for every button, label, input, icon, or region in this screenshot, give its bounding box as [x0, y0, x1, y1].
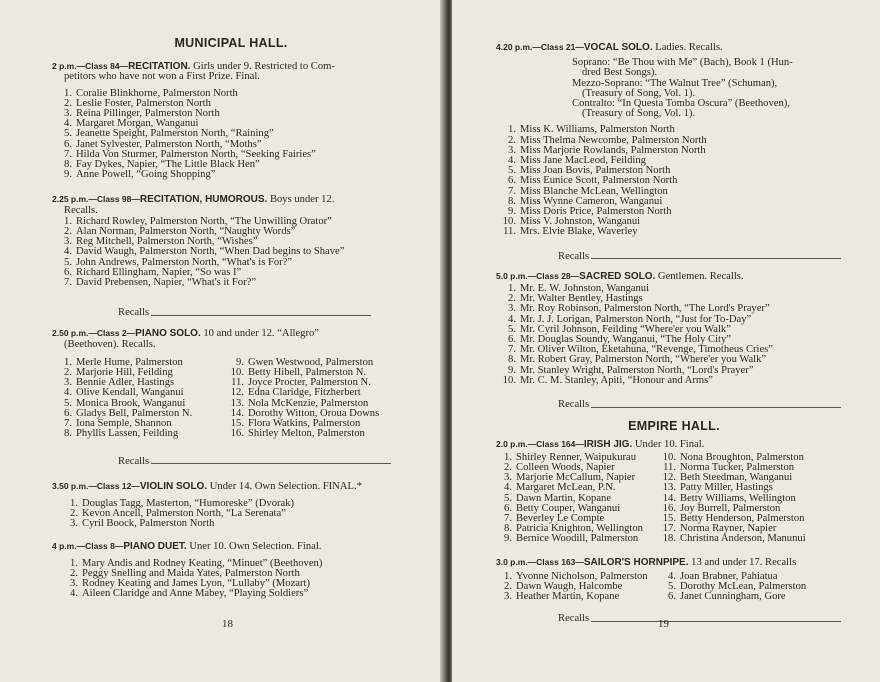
entrant-name: Patty Miller, Hastings [680, 482, 773, 494]
entrant-name: Norma Tucker, Palmerston [680, 461, 795, 473]
entrant-name: Mr. Robert Gray, Palmerston North, “Where'er you Walk” [520, 354, 767, 366]
entrant-name: Reina Pillinger, Palmerston North [76, 108, 220, 120]
entrant-name: Beth Steedman, Wanganui [680, 472, 793, 484]
entrant-name: Gladys Bell, Palmerston N. [76, 407, 193, 419]
entrant-row [228, 429, 379, 439]
entrant-number: 8. [64, 428, 72, 440]
entrant-name: Shirley Melton, Palmerston [248, 428, 365, 440]
entrant-number: 10. [230, 367, 244, 379]
entrant-list [52, 499, 410, 530]
entrant-number: 3. [64, 108, 72, 120]
entrant-name: Edna Claridge, Fitzherbert [248, 387, 361, 399]
hall-title-municipal: MUNICIPAL HALL. [174, 36, 288, 50]
entrant-number: 7. [504, 512, 512, 524]
entrant-name: Miss Thelma Newcombe, Palmerston North [520, 134, 707, 146]
entrant-row [660, 592, 806, 602]
entrant-number: 5. [508, 323, 516, 335]
event-description: petitors who have not won a First Prize. Final. [64, 71, 260, 83]
song-line: Soprano: “Be Thou with Me” (Bach), Book 1 (Hun- [572, 57, 793, 69]
song-line: (Treasury of Song, Vol. 1). [582, 108, 696, 120]
entrant-number: 6. [504, 502, 512, 514]
entrant-number: 16. [230, 428, 244, 440]
event-piano-solo [52, 328, 410, 466]
entrant-number: 9. [504, 533, 512, 545]
entrant-number: 16. [662, 502, 676, 514]
entrant-name: Mr. Douglas Soundy, Wanganui, “The Holy City” [520, 334, 731, 346]
entrant-number: 5. [508, 165, 516, 177]
entrant-row [62, 589, 410, 599]
entrant-name: David Prebensen, Napier, “What's it For?” [76, 277, 257, 289]
entrant-number: 7. [64, 277, 72, 289]
entrant-row [56, 278, 410, 288]
recalls-rule [591, 621, 841, 622]
entrant-name: Betty Williams, Wellington [680, 492, 796, 504]
entrant-name: Beverley Le Compte [516, 512, 605, 524]
entrant-number: 14. [662, 492, 676, 504]
entrant-number: 10. [502, 216, 516, 228]
entrant-number: 7. [64, 148, 72, 160]
entrant-row [660, 534, 806, 544]
event-heading: 4.20 p.m.—Class 21—VOCAL SOLO. Ladies. Recalls. [496, 42, 723, 53]
entrant-number: 4. [508, 313, 516, 325]
entrant-column [228, 358, 379, 440]
entrant-name: Miss Doris Price, Palmerston North [520, 206, 672, 218]
event-sacred-solo [496, 271, 852, 410]
entrant-number: 5. [64, 256, 72, 268]
entrant-name: Miss Eunice Scott, Palmerston North [520, 175, 678, 187]
song-line: (Treasury of Song, Vol. 1). [582, 87, 696, 99]
entrant-number: 5. [64, 128, 72, 140]
entrant-number: 12. [662, 472, 676, 484]
recalls-line: Recalls [52, 308, 410, 318]
entrant-name: Mr. J. J. Lorigan, Palmerston North, “Just for To-Day” [520, 313, 752, 325]
entrant-number: 1. [64, 356, 72, 368]
entrant-name: Jeanette Speight, Palmerston North, “Raining” [76, 128, 274, 140]
entrant-name: Christina Anderson, Manunui [680, 533, 806, 545]
entrant-list [496, 284, 852, 386]
entrant-name: Flora Watkins, Palmerston [248, 418, 361, 430]
entrant-name: Betty Henderson, Palmerston [680, 512, 805, 524]
entrant-number: 1. [70, 557, 78, 569]
entrant-name: Heather Martin, Kopane [516, 591, 620, 603]
entrant-name: Mr. Walter Bentley, Hastings [520, 293, 643, 305]
entrant-columns [496, 572, 852, 603]
entrant-number: 2. [70, 508, 78, 520]
entrant-name: Betty Couper, Wanganui [516, 502, 621, 514]
entrant-number: 13. [230, 397, 244, 409]
entrant-number: 15. [230, 418, 244, 430]
entrant-name: Cyril Boock, Palmerston North [82, 518, 215, 530]
entrant-name: Phyllis Lassen, Feilding [76, 428, 179, 440]
entrant-name: Peggy Snelling and Maida Yates, Palmerston North [82, 567, 300, 579]
entrant-number: 3. [70, 518, 78, 530]
entrant-row [500, 227, 852, 237]
entrant-row [660, 483, 806, 493]
entrant-number: 2. [504, 461, 512, 473]
entrant-number: 7. [508, 344, 516, 356]
recalls-rule [151, 463, 391, 464]
song-line: Mezzo-Soprano: “The Walnut Tree” (Schuman), [572, 77, 778, 89]
event-irish-jig [496, 439, 852, 545]
entrant-number: 1. [64, 215, 72, 227]
entrant-name: Merle Hume, Palmerston [76, 356, 183, 368]
page-right-content [496, 0, 852, 625]
entrant-name: Miss Jane MacLeod, Feilding [520, 155, 646, 167]
song-list [496, 58, 852, 119]
page-number: 18 [222, 618, 233, 630]
entrant-number: 4. [64, 387, 72, 399]
entrant-row [56, 429, 228, 439]
entrant-name: Douglas Tagg, Masterton, “Humoreske” (Dvorak) [82, 497, 295, 509]
song-line: Contralto: “In Questa Tomba Oscura” (Beethoven), [572, 98, 790, 110]
entrant-number: 7. [64, 418, 72, 430]
hall-title-empire: EMPIRE HALL. [628, 419, 720, 434]
entrant-number: 8. [504, 523, 512, 535]
entrant-name: Dawn Martin, Kopane [516, 492, 612, 504]
entrant-number: 3. [504, 591, 512, 603]
entrant-number: 6. [508, 334, 516, 346]
entrant-name: Yvonne Nicholson, Palmerston [516, 570, 648, 582]
entrant-row [496, 592, 660, 602]
event-vocal-solo [496, 42, 852, 262]
entrant-name: Shirley Renner, Waipukurau [516, 451, 637, 463]
entrant-row [496, 534, 660, 544]
entrant-name: Bernice Woodill, Palmerston [516, 533, 639, 545]
entrant-name: Mrs. Elvie Blake, Waverley [520, 226, 638, 238]
recalls-rule [151, 315, 371, 316]
entrant-number: 18. [662, 533, 676, 545]
entrant-column [660, 572, 806, 603]
entrant-number: 11. [503, 226, 516, 238]
entrant-name: Joy Burrell, Palmerston [680, 502, 781, 514]
entrant-name: Nola McKenzie, Palmerston [248, 397, 369, 409]
entrant-name: John Andrews, Palmerston North, “What's is For?” [76, 256, 293, 268]
entrant-number: 8. [508, 354, 516, 366]
entrant-number: 3. [504, 472, 512, 484]
entrant-number: 9. [508, 206, 516, 218]
entrant-name: Richard Ellingham, Napier, “So was I” [76, 266, 242, 278]
entrant-name: Anne Powell, “Going Shopping” [76, 169, 216, 181]
entrant-name: Gwen Westwood, Palmerston [248, 356, 374, 368]
entrant-number: 12. [230, 387, 244, 399]
entrant-name: Joyce Procter, Palmerston N. [248, 377, 371, 389]
entrant-number: 3. [64, 377, 72, 389]
entrant-number: 2. [64, 367, 72, 379]
entrant-name: Iona Semple, Shannon [76, 418, 172, 430]
entrant-name: Olive Kendall, Wanganui [76, 387, 184, 399]
entrant-number: 3. [64, 236, 72, 248]
event-piano-duet [52, 541, 410, 600]
recalls-line: Recalls [496, 400, 852, 410]
entrant-number: 11. [231, 377, 244, 389]
entrant-column [56, 358, 228, 440]
entrant-number: 1. [70, 497, 78, 509]
entrant-number: 6. [508, 175, 516, 187]
entrant-number: 4. [508, 155, 516, 167]
entrant-name: Marjorie McCallum, Napier [516, 472, 636, 484]
entrant-name: Janet Cunningham, Gore [680, 591, 786, 603]
entrant-column [660, 453, 806, 545]
entrant-number: 8. [508, 195, 516, 207]
entrant-column [496, 453, 660, 545]
song-line: dred Best Songs). [582, 67, 658, 79]
entrant-name: Patricia Knighton, Wellington [516, 523, 643, 535]
entrant-name: Miss V. Johnston, Wanganui [520, 216, 641, 228]
entrant-name: Monica Brook, Wanganui [76, 397, 186, 409]
entrant-number: 17. [662, 523, 676, 535]
entrant-name: Mr. E. W. Johnston, Wanganui [520, 283, 650, 295]
entrant-number: 6. [64, 407, 72, 419]
entrant-number: 4. [668, 570, 676, 582]
entrant-number: 2. [64, 97, 72, 109]
event-heading: 5.0 p.m.—Class 28—SACRED SOLO. Gentlemen. Recalls. [496, 270, 744, 282]
entrant-number: 9. [508, 364, 516, 376]
entrant-row [56, 170, 410, 180]
entrant-number: 2. [504, 580, 512, 592]
entrant-name: Margaret McLean, P.N. [516, 482, 616, 494]
entrant-column [496, 572, 660, 603]
entrant-name: Mr. Oliver Wilton, Eketahuna, “Revenge, Timotheus Cries” [520, 344, 774, 356]
entrant-number: 2. [70, 567, 78, 579]
entrant-number: 4. [64, 246, 72, 258]
entrant-columns [52, 358, 410, 440]
page-right [452, 0, 880, 682]
entrant-number: 5. [668, 580, 676, 592]
entrant-number: 5. [64, 397, 72, 409]
event-heading: 2 p.m.—Class 84—RECITATION. Girls under 9. Restricted to Com- [52, 61, 335, 73]
entrant-number: 4. [64, 118, 72, 130]
entrant-number: 2. [508, 134, 516, 146]
entrant-row [500, 376, 852, 386]
entrant-number: 6. [64, 138, 72, 150]
entrant-name: Miss Marjorie Rowlands, Palmerston North [520, 144, 706, 156]
entrant-name: Miss Joan Bovis, Palmerston North [520, 165, 671, 177]
entrant-name: Mr. Roy Robinson, Palmerston North, “The Lord's Prayer” [520, 303, 770, 315]
entrant-number: 2. [508, 293, 516, 305]
entrant-number: 11. [663, 461, 676, 473]
recalls-line: Recalls [52, 457, 410, 467]
entrant-list [52, 559, 410, 600]
entrant-number: 13. [662, 482, 676, 494]
entrant-number: 6. [64, 266, 72, 278]
entrant-name: Miss Blanche McLean, Wellington [520, 185, 668, 197]
entrant-number: 5. [504, 492, 512, 504]
entrant-name: Dorothy Witton, Oroua Downs [248, 407, 380, 419]
entrant-number: 2. [64, 226, 72, 238]
entrant-name: Betty Hibell, Palmerston N. [248, 367, 366, 379]
entrant-list [52, 89, 410, 181]
entrant-name: Richard Rowley, Palmerston North, “The Unwilling Orator” [76, 215, 332, 227]
entrant-name: Reg Mitchell, Palmerston North, “Wishes” [76, 236, 258, 248]
entrant-name: Colleen Woods, Napier [516, 461, 615, 473]
entrant-number: 7. [508, 185, 516, 197]
entrant-number: 3. [508, 144, 516, 156]
event-recitation-girls [52, 61, 410, 180]
entrant-number: 1. [504, 570, 512, 582]
entrant-name: Alan Norman, Palmerston North, “Naughty Words” [76, 226, 296, 238]
entrant-row [496, 483, 660, 493]
entrant-columns [496, 453, 852, 545]
recalls-rule [591, 407, 841, 408]
event-description: Recalls. [64, 204, 98, 216]
entrant-name: Margaret Morgan, Wanganui [76, 118, 199, 130]
entrant-number: 3. [70, 578, 78, 590]
entrant-list [496, 125, 852, 237]
entrant-number: 1. [508, 124, 516, 136]
entrant-list [52, 217, 410, 288]
entrant-row [62, 519, 410, 529]
entrant-number: 10. [502, 374, 516, 386]
entrant-name: Mr. Stanley Wright, Palmerston North, “Lord's Prayer” [520, 364, 754, 376]
event-description: (Beethoven). Recalls. [64, 338, 156, 350]
entrant-number: 4. [504, 482, 512, 494]
entrant-name: Fay Dykes, Napier, “The Little Black Hen” [76, 159, 260, 171]
entrant-number: 3. [508, 303, 516, 315]
recalls-line: Recalls [496, 614, 852, 624]
page-left-content [52, 0, 410, 600]
entrant-number: 10. [662, 451, 676, 463]
event-heading: 2.0 p.m.—Class 164—IRISH JIG. Under 10. Final. [496, 438, 705, 450]
entrant-name: Nona Broughton, Palmerston [680, 451, 804, 463]
recalls-line: Recalls [496, 252, 852, 262]
entrant-name: Rodney Keating and James Lyon, “Lullaby” (Mozart) [82, 578, 310, 590]
event-heading: 3.50 p.m.—Class 12—VIOLIN SOLO. Under 14. Own Selection. FINAL.* [52, 480, 362, 492]
entrant-name: Hilda Von Sturmer, Palmerston North, “Seeking Fairies” [76, 148, 316, 160]
entrant-number: 9. [236, 356, 244, 368]
entrant-name: David Waugh, Palmerston North, “When Dad begins to Shave” [76, 246, 345, 258]
entrant-number: 14. [230, 407, 244, 419]
entrant-name: Miss K. Williams, Palmerston North [520, 124, 675, 136]
entrant-name: Dorothy McLean, Palmerston [680, 580, 807, 592]
event-sailors-hornpipe [496, 557, 852, 625]
page-number: 19 [658, 618, 669, 630]
entrant-number: 1. [508, 283, 516, 295]
entrant-name: Mary Andis and Rodney Keating, “Minuet” (Beethoven) [82, 557, 323, 569]
entrant-name: Leslie Foster, Palmerston North [76, 97, 211, 109]
event-heading: 3.0 p.m.—Class 163—SAILOR'S HORNPIPE. 13 and under 17. Recalls [496, 556, 797, 568]
event-recitation-humorous [52, 194, 410, 318]
event-heading: 4 p.m.—Class 8—PIANO DUET. Uner 10. Own Selection. Final. [52, 540, 322, 552]
entrant-name: Kevon Ancell, Palmerston North, “La Serenata” [82, 508, 286, 520]
entrant-number: 1. [504, 451, 512, 463]
entrant-number: 8. [64, 159, 72, 171]
entrant-number: 9. [64, 169, 72, 181]
event-heading: 2.50 p.m.—Class 2—PIANO SOLO. 10 and under 12. “Allegro” [52, 328, 319, 340]
entrant-name: Bennie Adler, Hastings [76, 377, 175, 389]
entrant-name: Dawn Waugh, Halcombe [516, 580, 623, 592]
entrant-number: 4. [70, 588, 78, 600]
entrant-name: Janet Sylvester, Palmerston North, “Moths” [76, 138, 262, 150]
entrant-name: Mr. Cyril Johnson, Feilding “Where'er you Walk” [520, 323, 731, 335]
entrant-number: 1. [64, 87, 72, 99]
entrant-name: Joan Brabner, Pahiatua [680, 570, 778, 582]
entrant-name: Aileen Claridge and Anne Mabey, “Playing Soldiers” [82, 588, 309, 600]
entrant-name: Coralie Blinkhorne, Palmerston North [76, 87, 238, 99]
event-heading: 2.25 p.m.—Class 98—RECITATION, HUMOROUS. Boys under 12. [52, 194, 335, 206]
entrant-name: Norma Rayner, Napier [680, 523, 777, 535]
recalls-rule [591, 258, 841, 259]
entrant-name: Marjorie Hill, Feilding [76, 367, 173, 379]
entrant-number: 15. [662, 512, 676, 524]
entrant-name: Miss Wynne Cameron, Wanganui [520, 195, 663, 207]
entrant-name: Mr. C. M. Stanley, Apiti, “Honour and Arms” [520, 374, 713, 386]
entrant-number: 6. [668, 591, 676, 603]
event-violin-solo [52, 481, 410, 530]
